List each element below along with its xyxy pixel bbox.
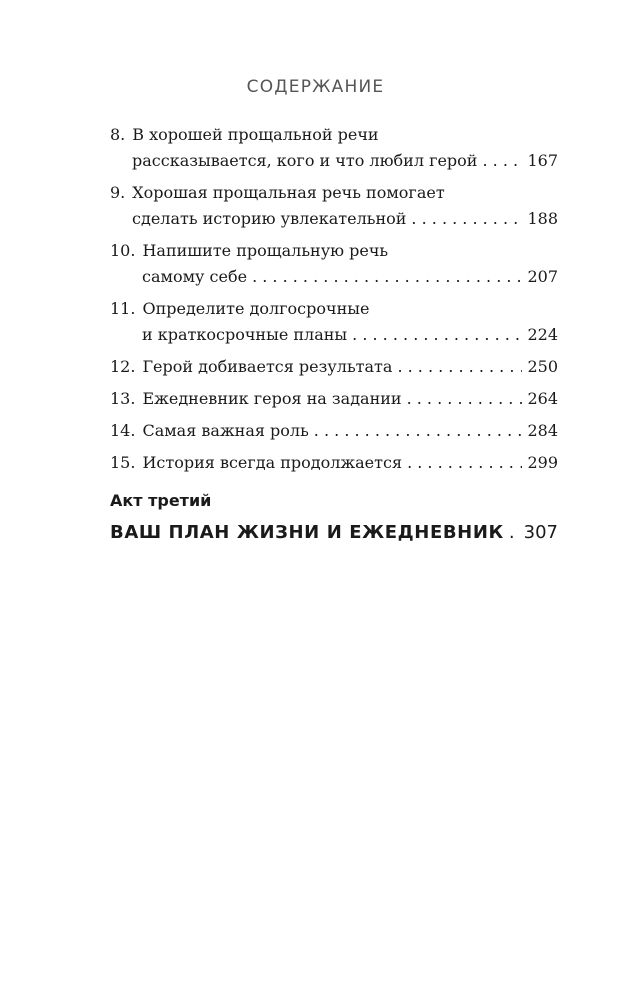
page-number: 299 bbox=[527, 453, 558, 472]
page-number: 207 bbox=[527, 267, 558, 286]
page-number: 250 bbox=[527, 357, 558, 376]
page-number: 307 bbox=[523, 522, 558, 543]
leader-dots bbox=[407, 386, 523, 412]
act-label: Акт третий bbox=[110, 491, 212, 510]
entry-title-continued: сделать историю увлекательной bbox=[132, 209, 407, 228]
toc-entry-act-three[interactable] bbox=[110, 520, 558, 546]
leader-dots bbox=[397, 354, 522, 380]
entry-title: История всегда продолжается bbox=[142, 453, 403, 472]
leader-dots bbox=[352, 322, 522, 348]
table-of-contents bbox=[110, 122, 558, 482]
entry-number: 15. bbox=[110, 453, 136, 472]
entry-title-continued: рассказывается, кого и что любил герой bbox=[132, 151, 478, 170]
entry-title: Хорошая прощальная речь помогает bbox=[132, 183, 445, 202]
entry-title: Определите долгосрочные bbox=[142, 299, 370, 318]
toc-entry-13[interactable] bbox=[110, 386, 558, 412]
entry-number: 12. bbox=[110, 357, 136, 376]
leader-dots bbox=[252, 264, 522, 290]
leader-dots bbox=[407, 450, 522, 476]
toc-entry-8[interactable] bbox=[110, 122, 558, 174]
act-three-section bbox=[110, 490, 558, 546]
leader-dots bbox=[411, 206, 522, 232]
page-number: 284 bbox=[527, 421, 558, 440]
entry-title-continued: самому себе bbox=[142, 267, 248, 286]
entry-number: 14. bbox=[110, 421, 136, 440]
entry-number: 8. bbox=[110, 125, 126, 144]
act-title: ВАШ ПЛАН ЖИЗНИ И ЕЖЕДНЕВНИК bbox=[110, 522, 504, 543]
entry-title: Герой добивается результата bbox=[142, 357, 393, 376]
toc-entry-11[interactable] bbox=[110, 296, 558, 348]
toc-entry-14[interactable] bbox=[110, 418, 558, 444]
entry-title: Напишите прощальную речь bbox=[142, 241, 389, 260]
page-number: 188 bbox=[527, 209, 558, 228]
page-title: СОДЕРЖАНИЕ bbox=[246, 77, 385, 97]
page-number: 167 bbox=[527, 151, 558, 170]
entry-number: 13. bbox=[110, 389, 136, 408]
leader-dots bbox=[509, 520, 519, 546]
entry-title: В хорошей прощальной речи bbox=[132, 125, 379, 144]
entry-number: 10. bbox=[110, 241, 136, 260]
entry-number: 11. bbox=[110, 299, 136, 318]
entry-title: Ежедневник героя на задании bbox=[142, 389, 402, 408]
entry-number: 9. bbox=[110, 183, 126, 202]
leader-dots bbox=[314, 418, 523, 444]
page-number: 264 bbox=[527, 389, 558, 408]
entry-title-continued: и краткосрочные планы bbox=[142, 325, 348, 344]
page-number: 224 bbox=[527, 325, 558, 344]
toc-entry-12[interactable] bbox=[110, 354, 558, 380]
entry-title: Самая важная роль bbox=[142, 421, 309, 440]
toc-entry-15[interactable] bbox=[110, 450, 558, 476]
toc-entry-9[interactable] bbox=[110, 180, 558, 232]
leader-dots bbox=[482, 148, 522, 174]
toc-entry-10[interactable] bbox=[110, 238, 558, 290]
